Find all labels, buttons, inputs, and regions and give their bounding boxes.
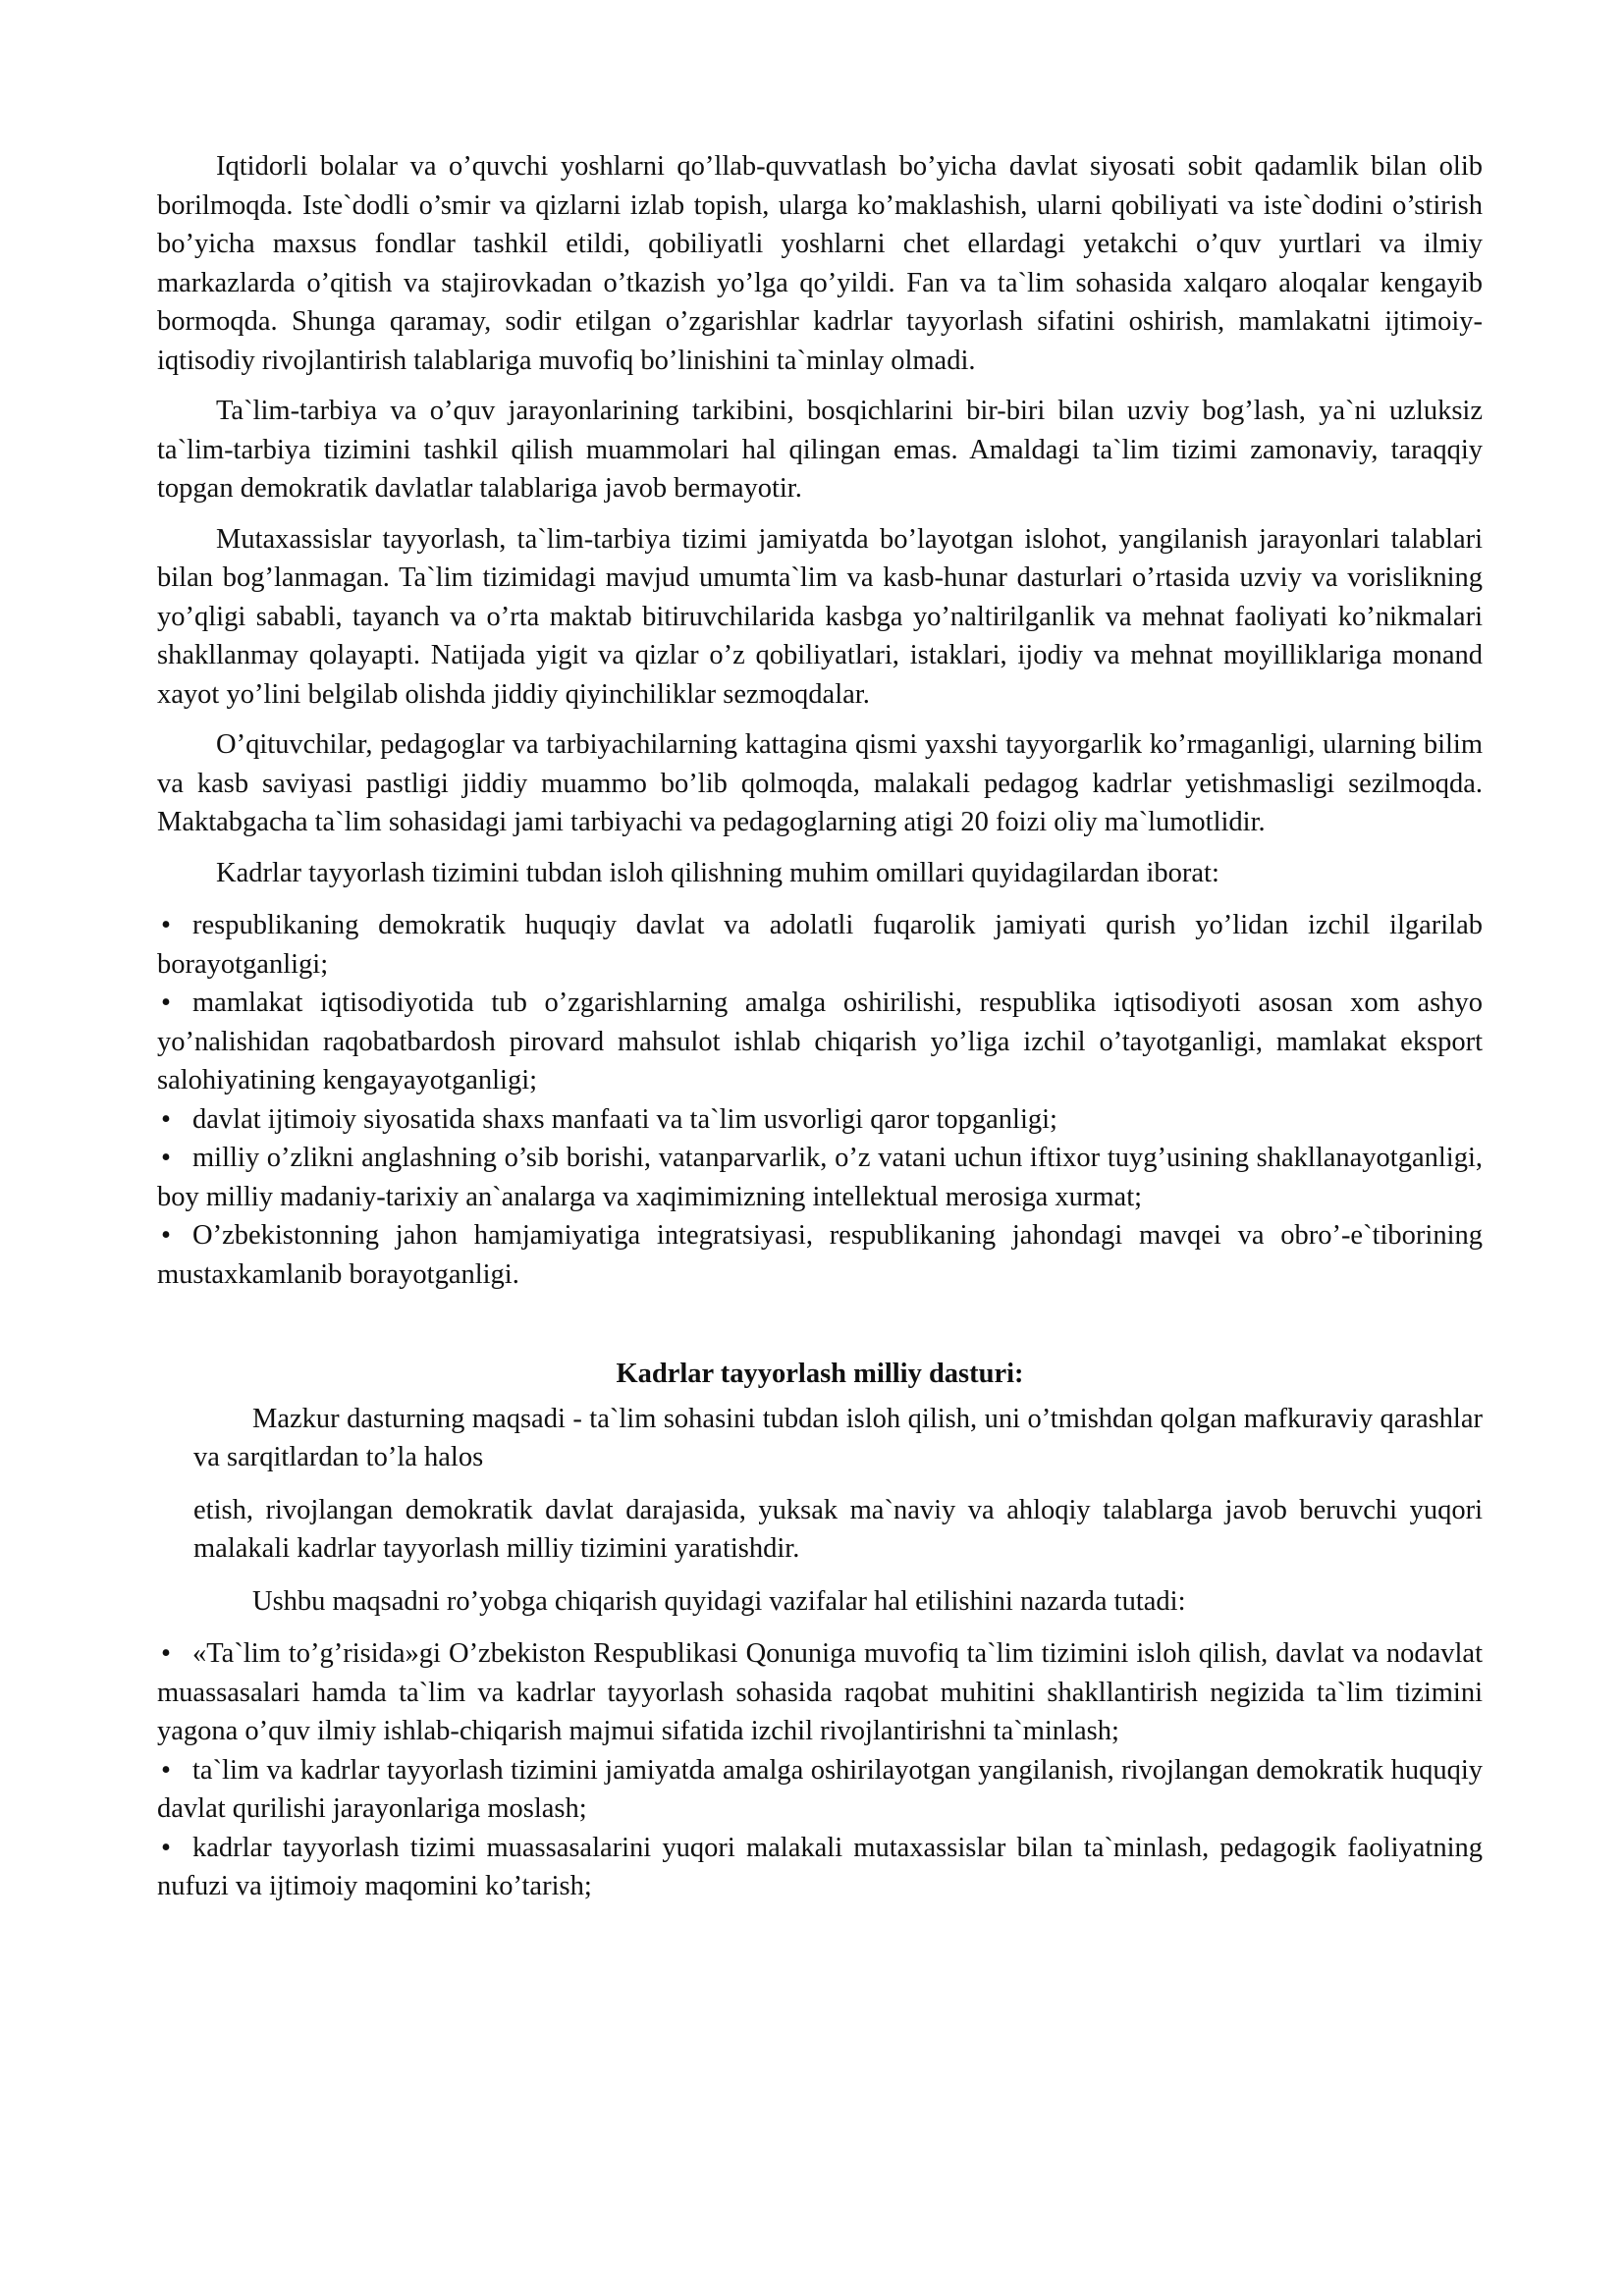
paragraph: Iqtidorli bolalar va o’quvchi yoshlarni qo’llab-quvvatlash bo’yicha davlat siyosati sobit qadamlik bilan olib borilmoqda. Iste`dodli o’smir va qizlarni izlab topish, ularga ko’maklashish, ularni qobiliyati va iste`dodini o’stirish bo’yicha maxsus fondlar tashkil etildi, qobiliyatli yoshlarni chet ellardagi yetakchi o’quv yurtlari va ilmiy markazlarda o’qitish va stajirovkadan o’tkazish yo’lga qo’yildi. Fan va ta`lim sohasida xalqaro aloqalar kengayib bormoqda. Shunga qaramay, sodir etilgan o’zgarishlar kadrlar tayyorlash sifatini oshirish, mamlakatni ijtimoiy-iqtisodiy rivojlantirish talablariga muvofiq bo’linishini ta`minlay olmadi. — [157, 151, 1483, 376]
list-item-text: O’zbekistonning jahon hamjamiyatiga integratsiyasi, respublikaning jahondagi mavqei va obro’-e`tiborining mustaxkamlanib borayotganligi. — [157, 1220, 1483, 1290]
list-item — [157, 984, 1483, 1100]
section-heading: Kadrlar tayyorlash milliy dasturi: — [616, 1359, 1024, 1389]
paragraph: Ushbu maqsadni ro’yobga chiqarish quyidagi vazifalar hal etilishini nazarda tutadi: — [252, 1585, 1186, 1617]
list-item-text: davlat ijtimoiy siyosatida shaxs manfaati va ta`lim usvorligi qaror topganligi; — [192, 1103, 1057, 1135]
program-description — [193, 1400, 1483, 1622]
bullet-icon: • — [161, 988, 171, 1018]
bullet-icon: • — [161, 1638, 171, 1669]
bullet-icon: • — [161, 1143, 171, 1173]
list-item-text: mamlakat iqtisodiyotida tub o’zgarishlarning amalga oshirilishi, respublika iqtisodiyoti asosan xom ashyo yo’nalishidan raqobatbardosh pirovard mahsulot ishlab chiqarish yo’liga izchil o’tayotganligi, mamlakat eksport salohiyatining kengayayotganligi; — [157, 988, 1483, 1095]
list-item — [157, 906, 1483, 984]
paragraph: etish, rivojlangan demokratik davlat darajasida, yuksak ma`naviy va ahloqiy talablarga javob beruvchi yuqori malakali kadrlar tayyorlash milliy tizimini yaratishdir. — [193, 1494, 1483, 1564]
paragraph: Ta`lim-tarbiya va o’quv jarayonlarining tarkibini, bosqichlarini bir-biri bilan uzviy bog’lash, ya`ni uzluksiz ta`lim-tarbiya tizimini tashkil qilish muammolari hal qilingan emas. Amaldagi ta`lim tizimi zamonaviy, taraqqiy topgan demokratik davlatlar talablariga javob bermayotir. — [157, 396, 1483, 504]
list-item-text: milliy o’zlikni anglashning o’sib borishi, vatanparvarlik, o’z vatani uchun iftixor tuyg’usining shakllanayotganligi, boy milliy madaniy-tarixiy an`analarga va xaqimimizning intellektual merosiga xurmat; — [157, 1143, 1483, 1212]
bullet-icon: • — [161, 1103, 171, 1135]
paragraph: Mazkur dasturning maqsadi - ta`lim sohasini tubdan isloh qilish, uni o’tmishdan qolgan mafkuraviy qarashlar va sarqitlardan to’la halos — [193, 1403, 1483, 1472]
list-item-text: kadrlar tayyorlash tizimi muassasalarini yuqori malakali mutaxassislar bilan ta`minlash, pedagogik faoliyatning nufuzi va ijtimoiy maqomini ko’tarish; — [157, 1832, 1483, 1901]
document-page — [157, 147, 1483, 1906]
list-item — [157, 1100, 1483, 1140]
list-item-text: respublikaning demokratik huquqiy davlat va adolatli fuqarolik jamiyati qurish yo’lidan izchil ilgarilab borayotganligi; — [157, 910, 1483, 980]
list-item-text: «Ta`lim to’g’risida»gi O’zbekiston Respublikasi Qonuniga muvofiq ta`lim tizimini isloh qilish, davlat va nodavlat muassasalari hamda ta`lim va kadrlar tayyorlash sohasida raqobat muhitini shakllantirish negizida ta`lim tizimini yagona o’quv ilmiy ishlab-chiqarish majmui sifatida izchil rivojlantirishni ta`minlash; — [157, 1638, 1483, 1746]
bullet-icon: • — [161, 1832, 171, 1863]
paragraph: Kadrlar tayyorlash tizimini tubdan isloh qilishning muhim omillari quyidagilardan iborat: — [216, 857, 1219, 888]
list-item — [157, 1751, 1483, 1829]
bullet-icon: • — [161, 910, 171, 940]
bullet-icon: • — [161, 1220, 171, 1251]
list-item — [157, 1634, 1483, 1751]
paragraph: Mutaxassislar tayyorlash, ta`lim-tarbiya tizimi jamiyatda bo’layotgan islohot, yangilanish jarayonlari talablari bilan bog’lanmagan. Ta`lim tizimidagi mavjud umumta`lim va kasb-hunar dasturlari o’rtasida uzviy va vorislikning yo’qligi sababli, tayanch va o’rta maktab bitiruvchilarida kasbga yo’naltirilganlik va mehnat faoliyati ko’nikmalari shakllanmay qolayapti. Natijada yigit va qizlar o’z qobiliyatlari, istaklari, ijodiy va mehnat moyilliklariga monand xayot yo’lini belgilab olishda jiddiy qiyinchiliklar sezmoqdalar. — [157, 523, 1483, 710]
bullet-list-tasks — [157, 1634, 1483, 1906]
list-item — [157, 1829, 1483, 1906]
list-item — [157, 1139, 1483, 1216]
bullet-icon: • — [161, 1754, 171, 1786]
list-item — [157, 1216, 1483, 1294]
paragraph: O’qituvchilar, pedagoglar va tarbiyachilarning kattagina qismi yaxshi tayyorgarlik ko’rmaganligi, ularning bilim va kasb saviyasi pastligi jiddiy muammo bo’lib qolmoqda, malakali pedagog kadrlar yetishmasligi sezilmoqda. Maktabgacha ta`lim sohasidagi jami tarbiyachi va pedagoglarning atigi 20 foizi oliy ma`lumotlidir. — [157, 729, 1483, 837]
list-item-text: ta`lim va kadrlar tayyorlash tizimini jamiyatda amalga oshirilayotgan yangilanish, rivojlangan demokratik huquqiy davlat qurilishi jarayonlariga moslash; — [157, 1754, 1483, 1824]
bullet-list-factors — [157, 906, 1483, 1294]
